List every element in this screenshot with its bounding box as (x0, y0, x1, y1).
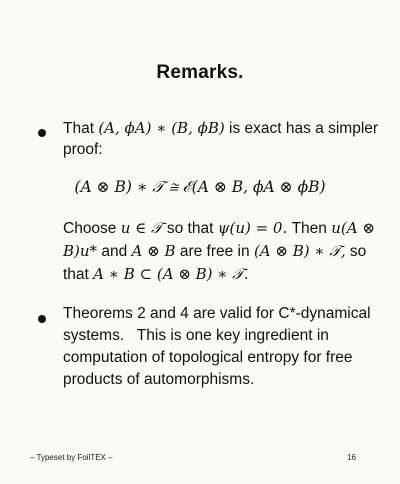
footer-page-number: 16 (347, 453, 356, 462)
paragraph-line-3 (63, 265, 249, 284)
paragraph-text: so (349, 243, 367, 260)
paragraph-math: A ⊗ B (131, 242, 176, 260)
bullet-2 (38, 315, 46, 323)
paragraph-line-2 (63, 242, 366, 261)
paragraph-text: Choose (63, 220, 117, 237)
paragraph-math: A ∗ B ⊂ (A ⊗ B) ∗ 𝒯. (93, 265, 249, 283)
paragraph-text: are free in (179, 243, 250, 260)
bullet-1 (38, 129, 46, 137)
bullet-1-prefix: That (63, 120, 95, 137)
paragraph-math: B)u* (63, 242, 98, 260)
paragraph-math: u(A ⊗ (331, 219, 375, 237)
paragraph-text: Then (291, 220, 327, 237)
bullet-2-line-3: computation of topological entropy for free (63, 349, 353, 366)
slide-title: Remarks. (156, 62, 244, 83)
bullet-1-math: (A, ϕA) ∗ (B, ϕB) (98, 119, 225, 137)
paragraph-math: u ∈ 𝒯 (120, 219, 163, 237)
paragraph-text: so that (166, 220, 214, 237)
paragraph-math: ψ(u) = 0. (217, 219, 288, 237)
bullet-1-suffix: is exact has a simpler (229, 120, 379, 137)
bullet-1-proof-label: proof: (63, 141, 103, 158)
footer-typeset-credit: – Typeset by FoilTEX – (30, 453, 113, 462)
paragraph-text: that (63, 266, 89, 283)
bullet-2-line-4: products of automorphisms. (63, 371, 255, 388)
paragraph-line-1 (63, 219, 375, 238)
bullet-2-line-2: systems. This is one key ingredient in (63, 327, 329, 344)
paragraph-text: and (101, 243, 128, 260)
paragraph-math: (A ⊗ B) ∗ 𝒯, (253, 242, 346, 260)
display-equation: (A ⊗ B) ∗ 𝒯 ≅ ℰ(A ⊗ B, ϕA ⊗ ϕB) (74, 178, 326, 196)
bullet-1-line-1 (63, 119, 378, 138)
bullet-1-line-2 (63, 141, 103, 159)
bullet-2-line-1: Theorems 2 and 4 are valid for C*-dynamical (63, 305, 371, 322)
